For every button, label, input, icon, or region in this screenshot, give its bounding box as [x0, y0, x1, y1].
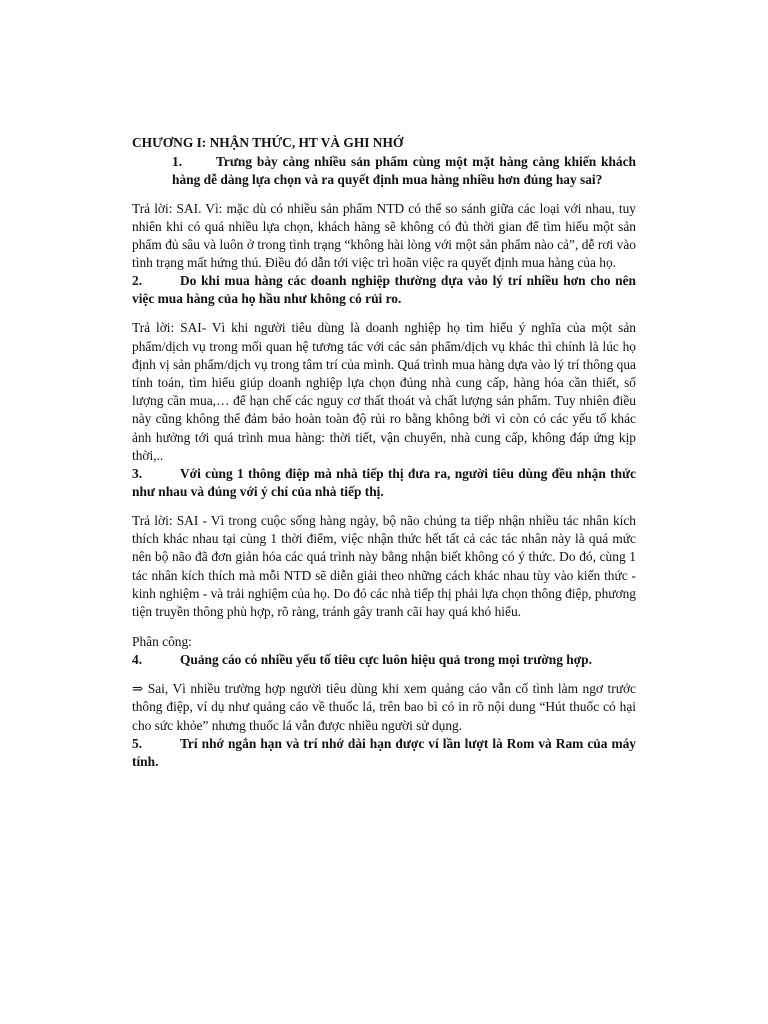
- question-2: [132, 272, 636, 308]
- question-text: Do khi mua hàng các doanh nghiệp thường dựa vào lý trí nhiều hơn cho nên việc mua hàng của họ hầu như không có rủi ro.: [132, 273, 636, 307]
- question-text: Trưng bày càng nhiều sản phẩm cùng một mặt hàng càng khiến khách hàng dễ dàng lựa chọn và ra quyết định mua hàng nhiều hơn đúng hay sai?: [172, 153, 636, 187]
- question-text: Trí nhớ ngắn hạn và trí nhớ dài hạn được ví lần lượt là Rom và Ram của máy tính.: [132, 735, 636, 769]
- answer-4: ⇒ Sai, Vì nhiều trường hợp người tiêu dùng khi xem quảng cáo vẫn cố tình làm ngơ trước thông điệp, ví dụ như quảng cáo về thuốc lá, trên bao bì có in rõ nội dung “Hút thuốc có hại cho sức khỏe” nhưng thuốc lá vẫn được nhiều người sử dụng.: [132, 681, 636, 733]
- question-number: 3.: [132, 466, 143, 482]
- question-number: 1.: [172, 153, 183, 169]
- answer-3: Trả lời: SAI - Vì trong cuộc sống hàng ngày, bộ não chúng ta tiếp nhận nhiều tác nhân kích thích khác nhau tại cùng 1 thời điểm, việc nhận thức hết tất cả các tác nhân này là quá mức nên bộ não đã đơn giản hóa các quá trình này bằng nhận biết không có ý thức. Do đó, cùng 1 tác nhân kích thích mà mỗi NTD sẽ diễn giải theo những cách khác nhau tùy vào kiến thức - kinh nghiệm - và trải nghiệm của họ. Do đó các nhà tiếp thị phải lựa chọn thông điệp, phương tiện truyền thông phù hợp, rõ ràng, tránh gây tranh cãi hay quá khó hiểu.: [132, 513, 636, 620]
- question-number: 5.: [132, 735, 143, 751]
- question-text: Với cùng 1 thông điệp mà nhà tiếp thị đưa ra, người tiêu dùng đều nhận thức như nhau và đúng với ý chí của nhà tiếp thị.: [132, 466, 636, 500]
- question-4: [132, 651, 636, 669]
- assignment-label: Phân công:: [132, 634, 192, 650]
- question-5: [132, 735, 636, 771]
- question-number: 4.: [132, 652, 143, 668]
- question-3: [132, 465, 636, 501]
- answer-1: Trả lời: SAI. Vì: mặc dù có nhiều sản phẩm NTD có thể so sánh giữa các loại với nhau, tuy nhiên khi có quá nhiều lựa chọn, khách hàng sẽ không có đủ thời gian để tìm hiểu một sản phẩm đủ sâu và luôn ở trong tình trạng “không hài lòng với một sản phẩm nào cả”, dễ rơi vào tình trạng mất hứng thú. Điều đó dẫn tới việc trì hoãn việc ra quyết định mua hàng của họ.: [132, 200, 636, 271]
- question-1: [172, 153, 636, 189]
- chapter-title: CHƯƠNG I: NHẬN THỨC, HT VÀ GHI NHỚ: [132, 135, 404, 150]
- document-page: [132, 134, 636, 771]
- question-text: Quảng cáo có nhiều yếu tố tiêu cực luôn hiệu quả trong mọi trường hợp.: [180, 652, 592, 668]
- answer-2: Trả lời: SAI- Vì khi người tiêu dùng là doanh nghiệp họ tìm hiểu ý nghĩa của một sản phẩm/dịch vụ trong mối quan hệ tương tác với các sản phẩm/dịch vụ khác thì chính là lúc họ định vị sản phẩm/dịch vụ trong tâm trí của mình. Quá trình mua hàng dựa vào lý trí thông qua tính toán, tìm hiểu giúp doanh nghiệp lựa chọn đúng nhà cung cấp, hàng hóa cần thiết, số lượng cần mua,… để hạn chế các nguy cơ thất thoát và chất lượng sản phẩm. Tuy nhiên điều này cũng không thể đảm bảo hoàn toàn độ rủi ro bằng không bởi vì còn có các yếu tố khác ảnh hưởng tới quá trình mua hàng: thời tiết, vận chuyển, nhà cung cấp, không đáp ứng kịp thời,..: [132, 320, 636, 463]
- question-number: 2.: [132, 273, 143, 289]
